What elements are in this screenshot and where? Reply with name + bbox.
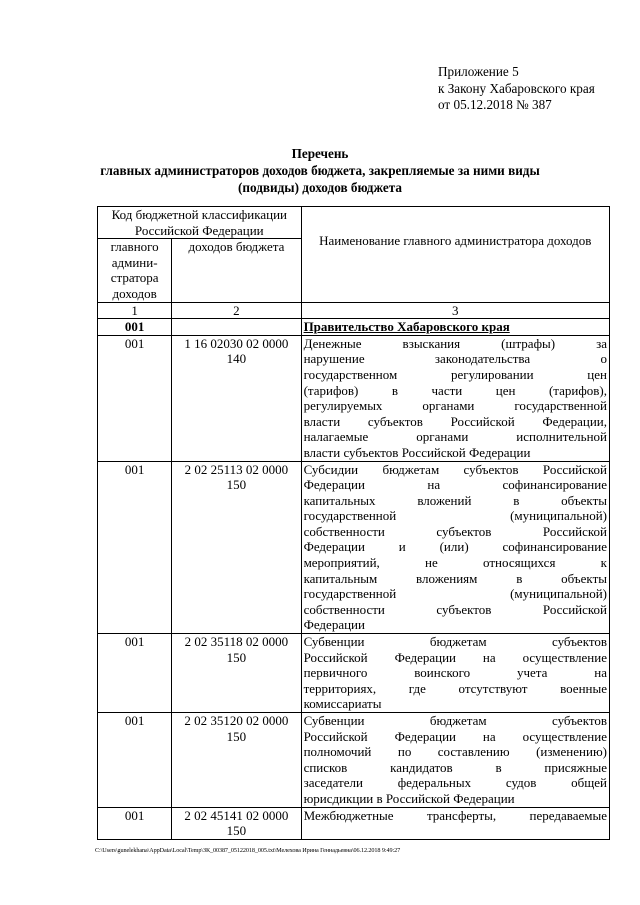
admin-code-cell: 001	[98, 335, 172, 461]
income-code-cell: 2 02 35120 02 0000 150	[172, 713, 301, 808]
group-row	[98, 319, 610, 336]
table-row	[98, 335, 610, 461]
income-name-line: налагаемые органами исполнительной	[303, 429, 607, 445]
income-name-line: собственности субъектов Российской	[303, 523, 607, 539]
admin-code-cell: 001	[98, 807, 172, 839]
column-number-row	[98, 302, 610, 319]
file-path-footer: C:\Users\gunelekhana\AppData\Local\Temp\ЗК_00387_05122018_005.txt\Мелехова Ирина Геннадьевна\06.12.2018 9:49:27	[95, 847, 401, 854]
income-name-cell	[301, 713, 609, 808]
group-empty-cell	[172, 319, 301, 336]
income-name-line: Субвенции бюджетам субъектов	[303, 713, 607, 728]
income-name-cell	[301, 807, 609, 839]
income-code-cell: 2 02 25113 02 0000 150	[172, 461, 301, 634]
income-name-line: территориях, где отсутствуют военные	[303, 680, 607, 696]
column-number-2: 2	[172, 302, 301, 319]
income-name-line: Межбюджетные трансферты, передаваемые	[303, 807, 607, 823]
admin-code-cell: 001	[98, 634, 172, 713]
income-name-line: комиссариаты	[303, 696, 382, 712]
income-name-cell	[301, 335, 609, 461]
income-name-line: Федерации и (или) софинансирование	[303, 539, 607, 555]
income-name-line: Федерации	[303, 617, 365, 633]
header-admin-name: Наименование главного администратора доходов	[301, 207, 609, 303]
income-code-cell: 2 02 35118 02 0000 150	[172, 634, 301, 713]
income-name-line: Федерации на софинансирование	[303, 477, 607, 493]
appendix-date-number: от 05.12.2018 № 387	[438, 97, 552, 112]
income-name-line: собственности субъектов Российской	[303, 601, 607, 617]
title-line-2: главных администраторов доходов бюджета, закрепляемые за ними виды	[100, 163, 540, 178]
header-budget-income: доходов бюджета	[172, 239, 301, 302]
income-name-line: регулируемых органами государственной	[303, 398, 607, 414]
table-row	[98, 461, 610, 634]
income-name-line: Субсидии бюджетам субъектов Российской	[303, 461, 607, 477]
income-name-cell	[301, 461, 609, 634]
group-admin-name: Правительство Хабаровского края	[301, 319, 609, 336]
appendix-block	[438, 64, 595, 114]
income-name-line: нарушение законодательства о	[303, 351, 607, 367]
income-name-line: капитальных вложений в объекты	[303, 492, 607, 508]
income-name-line: государственном регулировании цен	[303, 366, 607, 382]
admin-code-cell: 001	[98, 461, 172, 634]
table-row	[98, 634, 610, 713]
table-row	[98, 713, 610, 808]
header-main-admin: главного админи-стратора доходов	[98, 239, 172, 302]
income-name-line: Российской Федерации на осуществление	[303, 728, 607, 744]
income-code-cell: 1 16 02030 02 0000 140	[172, 335, 301, 461]
income-name-line: списков кандидатов в присяжные	[303, 759, 607, 775]
income-name-cell	[301, 634, 609, 713]
income-name-line: государственной (муниципальной)	[303, 508, 607, 524]
group-admin-code: 001	[98, 319, 172, 336]
income-name-line: полномочий по составлению (изменению)	[303, 744, 607, 760]
revenue-administrators-table	[97, 206, 610, 840]
appendix-title: Приложение 5	[438, 64, 519, 79]
admin-code-cell: 001	[98, 713, 172, 808]
income-name-line: Российской Федерации на осуществление	[303, 649, 607, 665]
income-name-line: Субвенции бюджетам субъектов	[303, 634, 607, 650]
column-number-1: 1	[98, 302, 172, 319]
income-name-line: государственной (муниципальной)	[303, 586, 607, 602]
header-row-1	[98, 207, 610, 239]
income-name-line: юрисдикции в Российской Федерации	[303, 790, 515, 806]
income-name-line: первичного воинского учета на	[303, 665, 607, 681]
income-name-line: капитальным вложениям в объекты	[303, 570, 607, 586]
income-name-line: (тарифов) в части цен (тарифов),	[303, 382, 607, 398]
title-line-1: Перечень	[291, 146, 349, 161]
table-body	[98, 335, 610, 839]
header-classification: Код бюджетной классификации Российской Федерации	[98, 207, 302, 239]
table-row	[98, 807, 610, 839]
appendix-law-ref: к Закону Хабаровского края	[438, 80, 595, 96]
income-name-line: власти субъектов Российской Федерации,	[303, 413, 607, 429]
column-number-3: 3	[301, 302, 609, 319]
income-name-line: власти субъектов Российской Федерации	[303, 444, 531, 460]
income-name-line: Денежные взыскания (штрафы) за	[303, 335, 607, 351]
income-name-line: заседатели федеральных судов общей	[303, 775, 607, 791]
income-code-cell: 2 02 45141 02 0000 150	[172, 807, 301, 839]
income-name-line: мероприятий, не относящихся к	[303, 555, 607, 571]
title-line-3: (подвиды) доходов бюджета	[238, 180, 402, 195]
document-title	[100, 145, 540, 196]
